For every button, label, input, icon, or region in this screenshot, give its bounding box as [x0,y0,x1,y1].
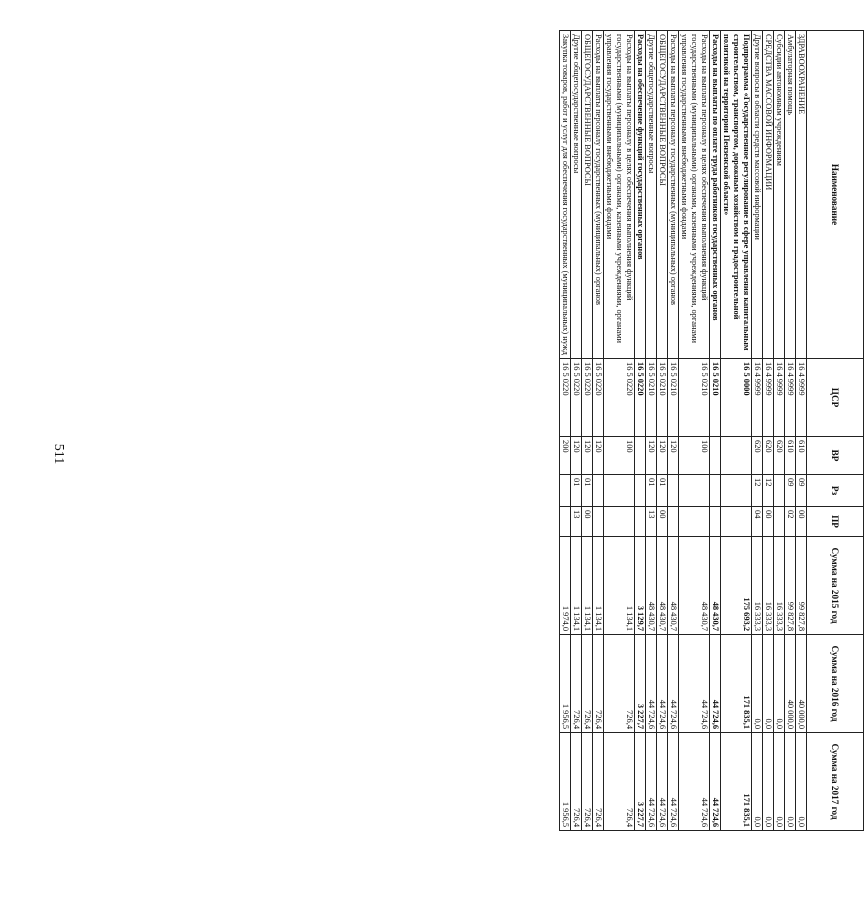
row-rz [668,475,679,507]
row-sum-2017: 44 724,6 [657,733,668,831]
row-rz: 01 [657,475,668,507]
row-vr: 120 [657,437,668,475]
row-name: Расходы на обеспечение функций государственных органов [635,31,646,359]
header-sum-2016: Сумма на 2016 год [807,635,864,733]
row-name: Амбулаторная помощь [785,31,796,359]
row-vr [635,437,646,475]
table-row [560,31,571,831]
row-rz [679,475,710,507]
row-sum-2015: 1 134,1 [593,537,604,635]
row-vr: 100 [604,437,635,475]
row-pr: 13 [571,507,582,537]
row-rz: 12 [763,475,774,507]
budget-table [559,30,864,831]
row-sum-2017: 726,4 [571,733,582,831]
row-name: Расходы на выплаты по оплате труда работников государственных органов [710,31,721,359]
row-pr: 00 [763,507,774,537]
table-row [668,31,679,831]
row-vr: 120 [582,437,593,475]
row-rz: 09 [785,475,796,507]
row-rz [721,475,752,507]
row-sum-2015: 16 333,3 [763,537,774,635]
table-row [646,31,657,831]
row-pr: 00 [582,507,593,537]
row-csr: 16 4 9999 [752,359,763,437]
row-pr: 02 [785,507,796,537]
row-name: Расходы на выплаты персоналу государственных (муниципальных) органов [668,31,679,359]
row-sum-2015: 48 430,7 [646,537,657,635]
row-sum-2016: 40 000,0 [785,635,796,733]
row-vr: 620 [763,437,774,475]
row-csr: 16 5 0220 [593,359,604,437]
row-csr: 16 5 0210 [710,359,721,437]
row-rz [593,475,604,507]
row-sum-2015: 16 333,3 [774,537,785,635]
row-rz [635,475,646,507]
row-name: ОБЩЕГОСУДАРСТВЕННЫЕ ВОПРОСЫ [582,31,593,359]
row-rz [560,475,571,507]
table-header-row [807,31,864,831]
row-name: Другие общегосударственные вопросы [646,31,657,359]
row-vr: 120 [646,437,657,475]
row-sum-2015: 1 134,1 [582,537,593,635]
table-body [560,31,807,831]
row-csr: 16 5 0220 [604,359,635,437]
row-sum-2017: 1 956,5 [560,733,571,831]
table-row [752,31,763,831]
row-sum-2015: 175 693,2 [721,537,752,635]
row-vr: 610 [796,437,807,475]
row-sum-2015: 99 827,8 [785,537,796,635]
row-name: ОБЩЕГОСУДАРСТВЕННЫЕ ВОПРОСЫ [657,31,668,359]
row-vr [710,437,721,475]
table-row [796,31,807,831]
row-sum-2016: 726,4 [571,635,582,733]
row-csr: 16 5 0220 [582,359,593,437]
table-row [710,31,721,831]
row-sum-2015: 3 129,7 [635,537,646,635]
header-sum-2015: Сумма на 2015 год [807,537,864,635]
row-name: Другие вопросы в области средств массовой информации [752,31,763,359]
row-pr: 00 [796,507,807,537]
row-csr: 16 5 0210 [668,359,679,437]
row-rz: 01 [582,475,593,507]
row-name: Расходы на выплаты персоналу государственных (муниципальных) органов [593,31,604,359]
row-sum-2015: 1 134,1 [604,537,635,635]
table-row [657,31,668,831]
row-sum-2015: 48 430,7 [710,537,721,635]
row-name: Расходы на выплаты персоналу в целях обеспечения выполнения функций государственными (муниципальными) органами, казенными учреждениями, органами управления государственными внебюджетными фондами [604,31,635,359]
page-number: 511 [51,443,67,465]
row-sum-2016: 171 835,1 [721,635,752,733]
row-sum-2017: 0,0 [763,733,774,831]
table-row [763,31,774,831]
rotated-table-container [322,30,864,830]
row-rz: 09 [796,475,807,507]
row-sum-2016: 726,4 [604,635,635,733]
row-vr: 620 [752,437,763,475]
row-sum-2015: 1 134,1 [571,537,582,635]
table-row [635,31,646,831]
table-row [571,31,582,831]
row-sum-2016: 44 724,6 [646,635,657,733]
row-rz [774,475,785,507]
row-sum-2017: 726,4 [593,733,604,831]
header-rz: Рз [807,475,864,507]
table-row [582,31,593,831]
row-name: Другие общегосударственные вопросы [571,31,582,359]
row-sum-2016: 1 956,5 [560,635,571,733]
row-pr [593,507,604,537]
row-name: Расходы на выплаты персоналу в целях обеспечения выполнения функций государственными (муниципальными) органами, казенными учреждениями, органами управления государственными внебюджетными фондами [679,31,710,359]
row-rz: 01 [646,475,657,507]
row-csr: 16 5 0220 [560,359,571,437]
table-row [679,31,710,831]
row-csr: 16 4 9999 [796,359,807,437]
row-pr [604,507,635,537]
row-csr: 16 5 0220 [571,359,582,437]
table-row [593,31,604,831]
row-rz [604,475,635,507]
row-sum-2015: 99 827,8 [796,537,807,635]
row-csr: 16 5 0210 [646,359,657,437]
row-sum-2016: 44 724,6 [657,635,668,733]
header-csr: ЦСР [807,359,864,437]
table-row [604,31,635,831]
row-sum-2015: 48 430,7 [668,537,679,635]
row-vr [721,437,752,475]
row-sum-2016: 40 000,0 [796,635,807,733]
row-sum-2017: 171 835,1 [721,733,752,831]
row-sum-2016: 0,0 [763,635,774,733]
row-sum-2016: 44 724,6 [679,635,710,733]
row-sum-2016: 0,0 [752,635,763,733]
row-rz: 01 [571,475,582,507]
header-name: Наименование [807,31,864,359]
table-row [774,31,785,831]
row-vr: 120 [668,437,679,475]
row-pr: 13 [646,507,657,537]
row-vr: 620 [774,437,785,475]
row-sum-2015: 48 430,7 [657,537,668,635]
row-pr [668,507,679,537]
row-pr [560,507,571,537]
row-name: ЗДРАВООХРАНЕНИЕ [796,31,807,359]
row-sum-2017: 0,0 [752,733,763,831]
row-pr: 00 [657,507,668,537]
row-sum-2016: 44 724,6 [710,635,721,733]
row-sum-2016: 0,0 [774,635,785,733]
header-pr: ПР [807,507,864,537]
row-pr [635,507,646,537]
row-pr [679,507,710,537]
row-csr: 16 4 9999 [774,359,785,437]
header-sum-2017: Сумма на 2017 год [807,733,864,831]
row-sum-2017: 0,0 [785,733,796,831]
row-pr: 04 [752,507,763,537]
row-pr [774,507,785,537]
row-sum-2017: 0,0 [796,733,807,831]
row-rz [710,475,721,507]
row-sum-2016: 3 227,7 [635,635,646,733]
row-sum-2016: 726,4 [593,635,604,733]
row-name: Субсидии автономным учреждениям [774,31,785,359]
row-sum-2015: 48 430,7 [679,537,710,635]
row-sum-2017: 44 724,6 [710,733,721,831]
row-sum-2015: 1 974,0 [560,537,571,635]
row-csr: 16 5 0210 [657,359,668,437]
row-csr: 16 5 0000 [721,359,752,437]
table-row [785,31,796,831]
row-sum-2017: 726,4 [582,733,593,831]
row-sum-2017: 0,0 [774,733,785,831]
row-pr [721,507,752,537]
row-sum-2016: 44 724,6 [668,635,679,733]
row-vr: 120 [593,437,604,475]
row-sum-2016: 726,4 [582,635,593,733]
row-name: Подпрограмма «Государственное регулирование в сфере управления капитальным строительством, транспортом, дорожным хозяйством и градостроительной политикой на территории Пензенской области» [721,31,752,359]
row-csr: 16 4 9999 [785,359,796,437]
row-rz: 12 [752,475,763,507]
row-sum-2015: 16 333,3 [752,537,763,635]
row-csr: 16 5 0220 [635,359,646,437]
table-row [721,31,752,831]
row-sum-2017: 44 724,6 [646,733,657,831]
row-vr: 100 [679,437,710,475]
row-name: СРЕДСТВА МАССОВОЙ ИНФОРМАЦИИ [763,31,774,359]
row-sum-2017: 44 724,6 [668,733,679,831]
row-pr [710,507,721,537]
row-sum-2017: 726,4 [604,733,635,831]
row-vr: 120 [571,437,582,475]
header-vr: ВР [807,437,864,475]
row-csr: 16 5 0210 [679,359,710,437]
row-sum-2017: 3 227,7 [635,733,646,831]
row-name: Закупка товаров, работ и услуг для обеспечения государственных (муниципальных) нужд [560,31,571,359]
row-vr: 200 [560,437,571,475]
row-csr: 16 4 9999 [763,359,774,437]
row-vr: 610 [785,437,796,475]
row-sum-2017: 44 724,6 [679,733,710,831]
